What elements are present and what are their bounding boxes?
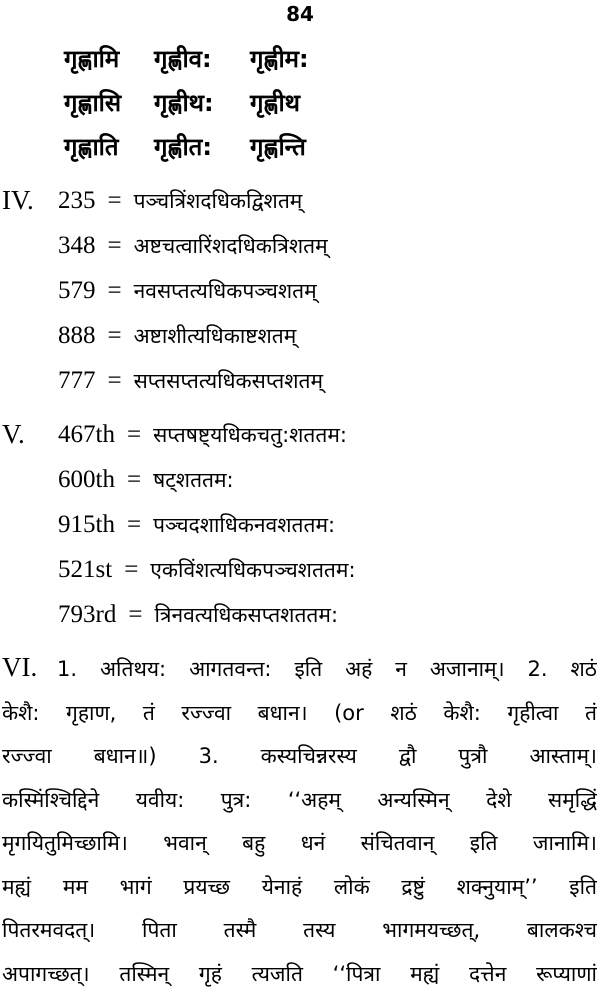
number-row: [58, 313, 600, 358]
verb-cell: गृह्णासि: [64, 86, 154, 119]
equals-sign: =: [127, 421, 141, 449]
sanskrit-ordinal-word: त्रिनवत्यधिकसप्तशततम:: [154, 601, 338, 629]
verb-row: [64, 80, 309, 124]
verb-cell: गृह्णीथ: [250, 86, 300, 119]
number: 348: [58, 232, 96, 260]
paragraph-line: पितरमवदत्। पिता तस्मै तस्य भागमयच्छत्, बालकश्च: [2, 909, 597, 953]
ordinal-row: [58, 592, 600, 637]
equals-sign: =: [108, 367, 122, 395]
ordinal-number: 793rd: [58, 601, 116, 629]
equals-sign: =: [108, 277, 122, 305]
section-v: [0, 412, 600, 637]
number-row: [58, 358, 600, 403]
paragraph-line: 1. अतिथय: आगतवन्त: इति अहं न अजानाम्। 2. शठं: [57, 648, 597, 692]
section-label: V.: [2, 412, 25, 456]
ordinal-row: [58, 457, 600, 502]
equals-sign: =: [128, 601, 142, 629]
number-row: [58, 223, 600, 268]
ordinal-row: [58, 547, 600, 592]
verb-cell: गृह्णन्ति: [250, 130, 306, 163]
verb-row: [64, 36, 309, 80]
verb-cell: गृह्णीव:: [154, 42, 250, 75]
sanskrit-number-word: नवसप्तत्यधिकपञ्चशतम्: [134, 277, 317, 305]
verb-cell: गृह्णाति: [64, 130, 154, 163]
number: 579: [58, 277, 96, 305]
section-label: VI.: [2, 652, 37, 683]
equals-sign: =: [124, 556, 138, 584]
verb-cell: गृह्णामि: [64, 42, 154, 75]
number-row: [58, 178, 600, 223]
equals-sign: =: [108, 322, 122, 350]
sanskrit-ordinal-word: षट्शततम:: [153, 466, 234, 494]
verb-cell: गृह्णीत:: [154, 130, 250, 163]
section-label: IV.: [2, 178, 34, 222]
number: 777: [58, 367, 96, 395]
ordinal-number: 467th: [58, 421, 115, 449]
number-row: [58, 268, 600, 313]
equals-sign: =: [127, 466, 141, 494]
ordinal-row: [58, 502, 600, 547]
sanskrit-number-word: अष्टचत्वारिंशदधिकत्रिशतम्: [134, 232, 328, 260]
sanskrit-ordinal-word: सप्तषष्ट्यधिकचतु:शततम:: [153, 421, 347, 449]
sanskrit-number-word: पञ्चत्रिंशदधिकद्विशतम्: [134, 187, 303, 215]
section-iv: [0, 178, 600, 403]
equals-sign: =: [108, 187, 122, 215]
equals-sign: =: [127, 511, 141, 539]
sanskrit-number-word: सप्तसप्तत्यधिकसप्तशतम्: [134, 367, 323, 395]
verb-row: [64, 124, 309, 168]
paragraph-line: केशै: गृहाण, तं रज्ज्वा बधान। (or शठं केशै: गृहीत्वा तं: [2, 692, 597, 736]
ordinal-number: 915th: [58, 511, 115, 539]
ordinal-number: 600th: [58, 466, 115, 494]
equals-sign: =: [108, 232, 122, 260]
paragraph-line: अपागच्छत्। तस्मिन् गृहं त्यजति ‘‘पित्रा मह्यं दत्तेन रूप्याणां: [2, 953, 597, 996]
ordinal-number: 521st: [58, 556, 112, 584]
sanskrit-number-word: अष्टाशीत्यधिकाष्टशतम्: [134, 322, 297, 350]
paragraph-line: रज्ज्वा बधान॥) 3. कस्यचिन्नरस्य द्वौ पुत्रौ आस्ताम्।: [2, 735, 597, 779]
sanskrit-ordinal-word: पञ्चदशाधिकनवशततम:: [153, 511, 335, 539]
sanskrit-ordinal-word: एकविंशत्यधिकपञ्चशततम:: [150, 556, 355, 584]
ordinal-row: [58, 412, 600, 457]
paragraph-line: मह्यं मम भागं प्रयच्छ येनाहं लोकं द्रष्टुं शक्नुयाम्’’ इति: [2, 866, 597, 910]
number: 235: [58, 187, 96, 215]
page-number: 84: [0, 2, 600, 26]
section-vi-paragraph: [57, 648, 597, 996]
number: 888: [58, 322, 96, 350]
paragraph-line: कस्मिंश्चिद्दिने यवीय: पुत्र: ‘‘अहम् अन्यस्मिन् देशे समृद्धिं: [2, 779, 597, 823]
verb-cell: गृह्णीथ:: [154, 86, 250, 119]
paragraph-line: मृगयितुमिच्छामि। भवान् बहु धनं संचितवान् इति जानामि।: [2, 822, 597, 866]
verb-cell: गृह्णीम:: [250, 42, 309, 75]
verb-conjugation-table: [64, 36, 309, 168]
